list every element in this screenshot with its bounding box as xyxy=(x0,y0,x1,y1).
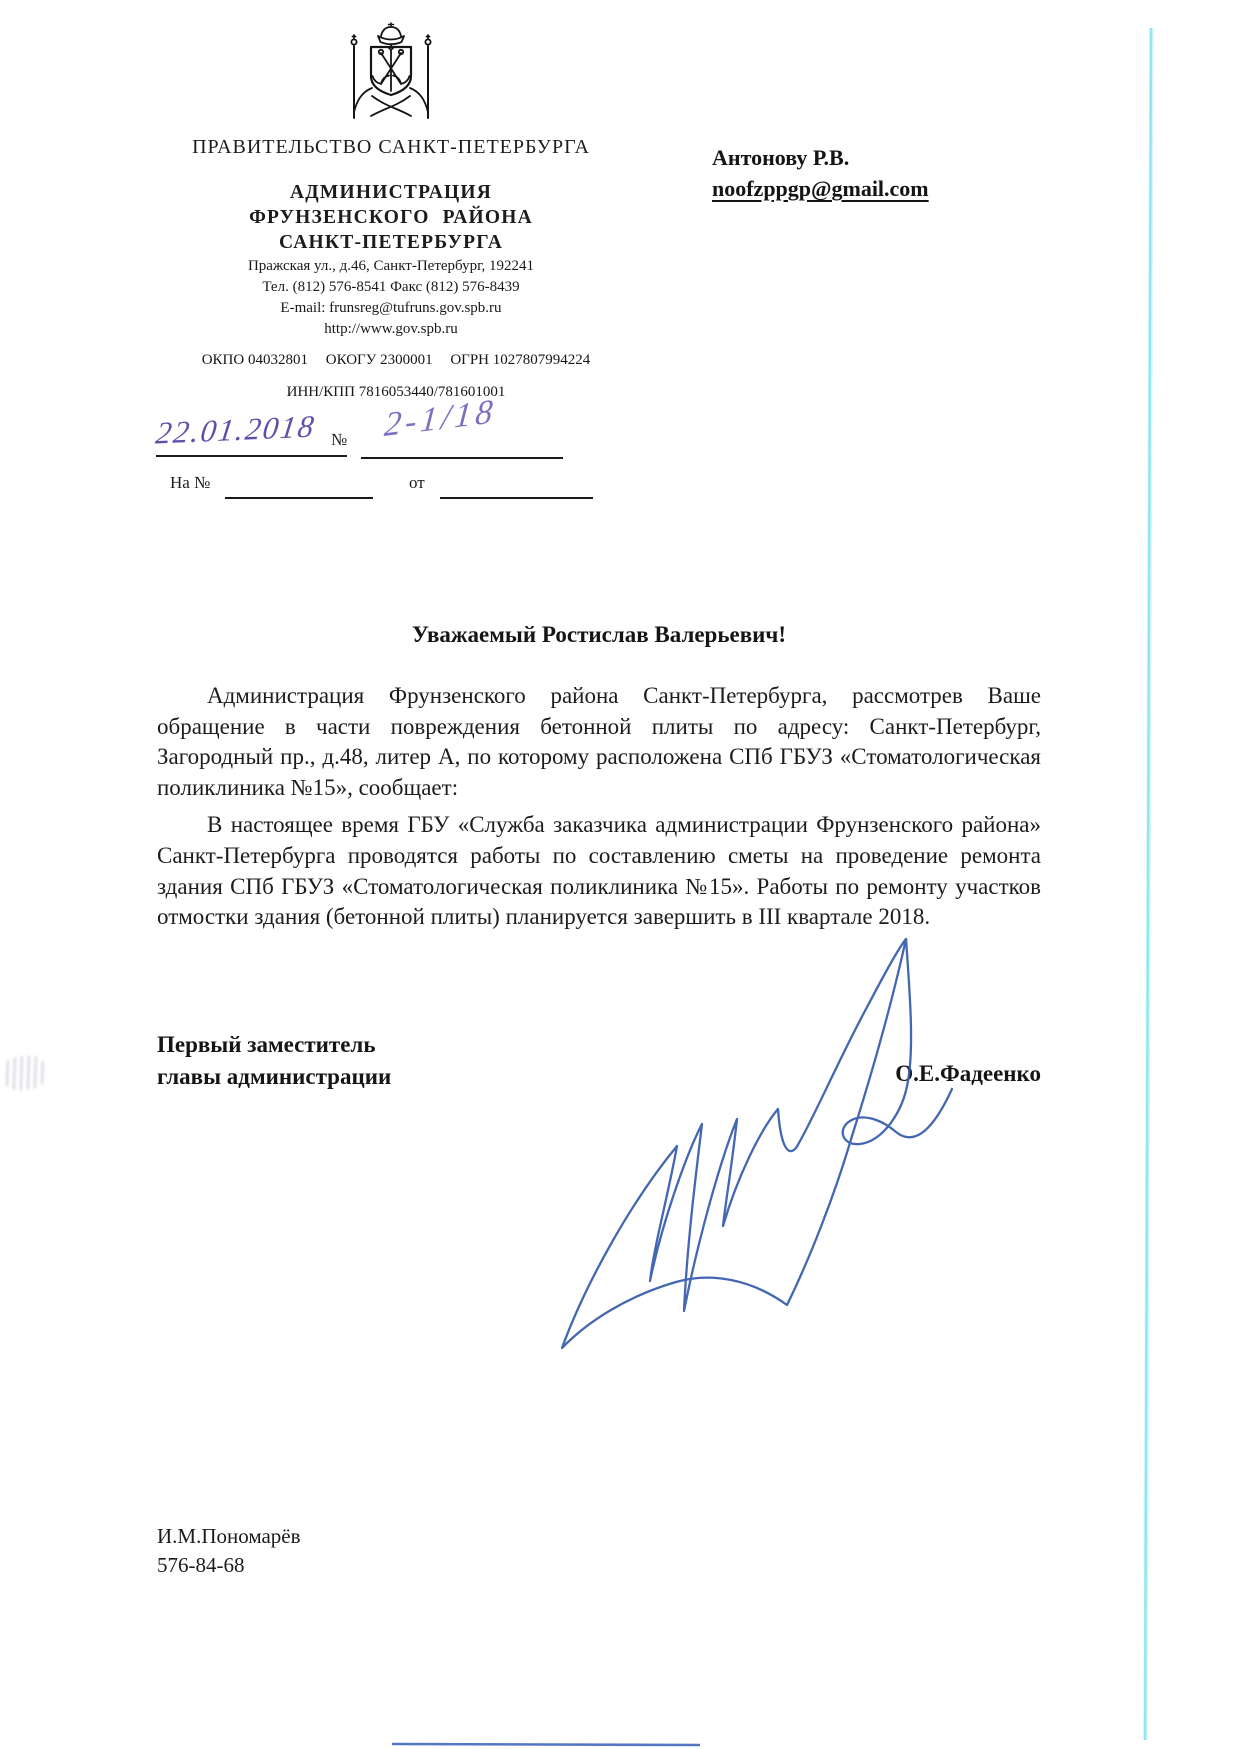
org-line-2: ФРУНЗЕНСКОГО РАЙОНА xyxy=(249,207,533,228)
number-underline xyxy=(361,457,563,459)
scan-smudge-artifact xyxy=(0,1053,48,1093)
executor-phone: 576-84-68 xyxy=(157,1553,245,1577)
recipient-name: Антонову Р.В. xyxy=(712,145,850,170)
salutation: Уважаемый Ростислав Валерьевич! xyxy=(411,622,787,647)
date-underline xyxy=(156,455,347,457)
website: http://www.gov.spb.ru xyxy=(324,321,458,337)
body-paragraph-1: Администрация Фрунзенского района Санкт-Петербурга, рассмотрев Ваше обращение в части повреждения бетонной плиты по адресу: Санкт-Петербург, Загородный пр., д.48, литер А, по которому расположена СПб ГБУЗ «Стоматологическая поликлиника №15», сообщает: xyxy=(157,683,1041,800)
executor-block xyxy=(157,1522,301,1580)
postal-address: Пражская ул., д.46, Санкт-Петербург, 192241 xyxy=(247,258,535,274)
email-address: E-mail: frunsreg@tufruns.gov.spb.ru xyxy=(280,300,502,316)
registry-codes xyxy=(140,352,652,369)
letter-body xyxy=(157,681,1041,940)
org-line-1: АДМИНИСТРАЦИЯ xyxy=(289,182,492,203)
okogu-code: ОКОГУ 2300001 xyxy=(325,352,433,368)
executor-name: И.М.Пономарёв xyxy=(157,1524,301,1548)
signer-title xyxy=(157,1029,391,1093)
contact-block xyxy=(150,256,632,340)
from-date-label: от xyxy=(409,473,425,492)
okpo-code: ОКПО 04032801 xyxy=(201,352,308,368)
inn-kpp-code: ИНН/КПП 7816053440/781601001 xyxy=(286,384,506,400)
phone-fax: Тел. (812) 576-8541 Факс (812) 576-8439 xyxy=(262,279,520,295)
in-reply-to-label: На № xyxy=(170,473,211,492)
handwritten-signature-icon xyxy=(490,915,960,1375)
handwritten-outgoing-number: 2-1/18 xyxy=(382,392,499,445)
signer-name: О.Е.Фадеенко xyxy=(895,1061,1041,1086)
recipient-email: noofzppgp@gmail.com xyxy=(712,176,929,201)
spb-coat-of-arms-icon xyxy=(341,22,441,128)
ogrn-code: ОГРН 1027807994224 xyxy=(450,352,591,368)
body-paragraph-2: В настоящее время ГБУ «Служба заказчика администрации Фрунзенского района» Санкт-Петербурга проводятся работы по составлению сметы на проведение ремонта здания СПб ГБУЗ «Стоматологическая поликлиника №15». Работы по ремонту участков отмостки здания (бетонной плиты) планируется завершить в III квартале 2018. xyxy=(157,812,1041,930)
organization-name xyxy=(150,180,632,255)
org-line-3: САНКТ-ПЕТЕРБУРГА xyxy=(278,232,504,253)
number-sign-label: № xyxy=(331,430,348,449)
handwritten-date: 22.01.2018 xyxy=(153,408,318,451)
recipient-block xyxy=(712,142,929,204)
in-reply-number-blank xyxy=(225,497,373,499)
from-date-blank xyxy=(440,497,593,499)
signer-title-line-2: главы администрации xyxy=(157,1064,392,1089)
government-title: ПРАВИТЕЛЬСТВО САНКТ-ПЕТЕРБУРГА xyxy=(192,136,590,158)
signer-title-line-1: Первый заместитель xyxy=(157,1032,376,1057)
